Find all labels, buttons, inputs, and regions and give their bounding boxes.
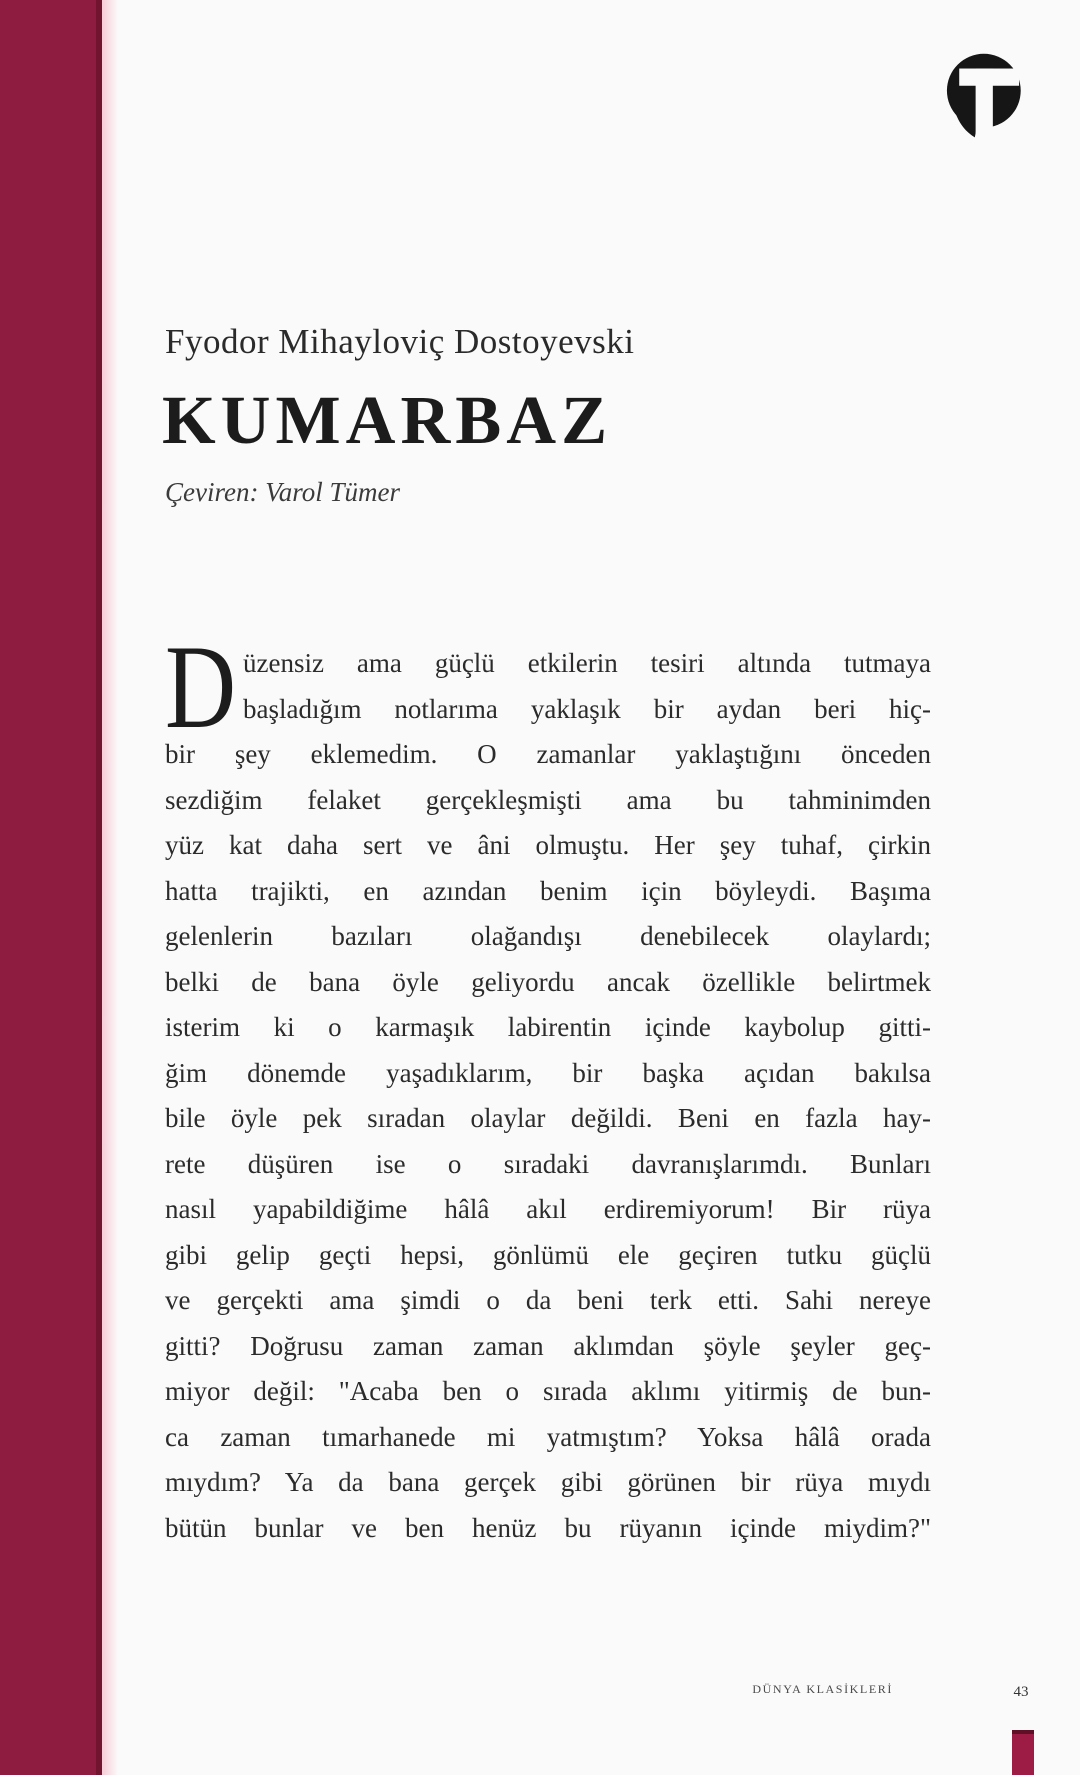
publisher-t-logo-icon — [942, 52, 1024, 140]
corner-tab — [1012, 1730, 1034, 1775]
author-name: Fyodor Mihayloviç Dostoyevski — [165, 322, 635, 361]
body-line: yüz kat daha sert ve âni olmuştu. Her şey tuhaf, çirkin — [165, 830, 931, 860]
body-line: başladığım notlarıma yaklaşık bir aydan beri hiç- — [243, 693, 931, 724]
body-line: gitti? Doğrusu zaman zaman aklımdan şöyle şeyler geç- — [165, 1330, 931, 1361]
body-line: gibi gelip geçti hepsi, gönlümü ele geçiren tutku güçlü — [165, 1239, 931, 1270]
left-spine-stripe — [0, 0, 96, 1775]
series-label: DÜNYA KLASİKLERİ — [752, 1682, 893, 1696]
body-line: mıydım? Ya da bana gerçek gibi görünen bir rüya mıydı — [165, 1467, 931, 1497]
page-number: 43 — [1013, 1684, 1029, 1700]
body-line: bir şey eklemedim. O zamanlar yaklaştığını önceden — [165, 739, 931, 769]
body-line: belki de bana öyle geliyordu ancak özellikle belirtmek — [165, 966, 931, 997]
body-line: sezdiğim felaket gerçekleşmişti ama bu tahminimden — [165, 784, 931, 815]
body-line: ca zaman tımarhanede mi yatmıştım? Yoksa hâlâ orada — [165, 1421, 931, 1452]
body-line: miyor değil: "Acaba ben o sırada aklımı yitirmiş de bun- — [165, 1376, 931, 1406]
body-line: ve gerçekti ama şimdi o da beni terk etti. Sahi nereye — [165, 1285, 931, 1315]
body-line: bile öyle pek sıradan olaylar değildi. Beni en fazla hay- — [165, 1103, 931, 1133]
body-lines — [165, 620, 931, 1551]
body-line: nasıl yapabildiğime hâlâ akıl erdiremiyorum! Bir rüya — [165, 1194, 931, 1224]
drop-cap: D — [165, 620, 237, 753]
spine-stripe-glow — [102, 0, 118, 1775]
body-line: gelenlerin bazıları olağandışı denebilecek olaylardı; — [165, 921, 931, 951]
body-line: bütün bunlar ve ben henüz bu rüyanın içinde miydim?" — [165, 1512, 931, 1543]
translator-credit: Çeviren: Varol Tümer — [165, 477, 400, 507]
body-line: rete düşüren ise o sıradaki davranışlarımdı. Bunları — [165, 1148, 931, 1179]
body-line: ğim dönemde yaşadıklarım, bir başka açıdan bakılsa — [165, 1057, 931, 1088]
body-paragraph — [165, 620, 931, 1551]
body-line: isterim ki o karmaşık labirentin içinde kaybolup gitti- — [165, 1012, 931, 1042]
book-title: KUMARBAZ — [162, 382, 613, 458]
body-line: üzensiz ama güçlü etkilerin tesiri altında tutmaya — [243, 648, 931, 678]
body-line: hatta trajikti, en azından benim için böyleydi. Başıma — [165, 875, 931, 906]
